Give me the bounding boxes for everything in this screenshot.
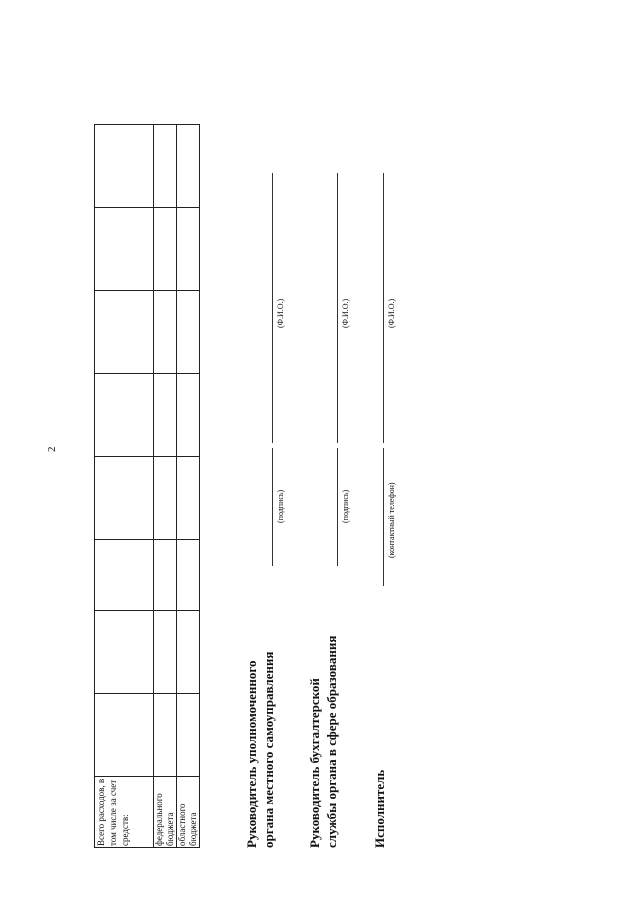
table-cell — [95, 208, 154, 291]
table-cell — [95, 457, 154, 540]
row-label-regional: областного бюджета — [177, 777, 200, 848]
signature-caption-name: (Ф.И.О.) — [276, 298, 285, 328]
table-cell — [154, 540, 177, 611]
table-cell — [95, 374, 154, 457]
name-line — [337, 173, 338, 443]
table-row — [177, 125, 200, 848]
table-cell — [177, 374, 200, 457]
signature-line — [337, 448, 338, 566]
table-cell — [177, 611, 200, 694]
table-cell — [154, 374, 177, 457]
table-cell — [154, 125, 177, 208]
table-cell — [177, 694, 200, 777]
signature-caption-name: (Ф.И.О.) — [341, 298, 350, 328]
table-cell — [154, 208, 177, 291]
name-line — [383, 173, 384, 443]
phone-line — [383, 448, 384, 586]
signature-caption-sign: (подпись) — [341, 489, 350, 523]
table-cell — [154, 457, 177, 540]
signature-title-line1: Руководитель бухгалтерской — [307, 678, 322, 848]
table-cell — [177, 457, 200, 540]
signature-caption-sign: (подпись) — [276, 489, 285, 523]
table-cell — [95, 291, 154, 374]
row-label-federal: федерального бюджета — [154, 777, 177, 848]
page-number: 2 — [46, 446, 58, 452]
expenses-table — [94, 124, 200, 848]
signature-line — [272, 448, 273, 566]
table-cell — [177, 208, 200, 291]
table-cell — [95, 540, 154, 611]
row-label-total: Всего расходов, в том числе за счет средств: — [95, 777, 154, 848]
table-cell — [177, 540, 200, 611]
table-cell — [95, 611, 154, 694]
signature-title-line1: Исполнитель — [372, 769, 387, 848]
rotated-sheet — [94, 58, 394, 848]
table-row — [95, 125, 154, 848]
signature-title-line1: Руководитель уполномоченного — [244, 660, 259, 848]
table-cell — [177, 125, 200, 208]
table-cell — [177, 291, 200, 374]
name-line — [272, 173, 273, 443]
signature-title-line2: органа местного самоуправления — [261, 651, 276, 848]
signature-caption-phone: (контактный телефон) — [387, 482, 396, 558]
table-row — [154, 125, 177, 848]
signature-title-line2: службы органа в сфере образования — [324, 635, 339, 848]
table-cell — [154, 611, 177, 694]
table-cell — [154, 291, 177, 374]
signature-caption-name: (Ф.И.О.) — [387, 298, 396, 328]
table-cell — [95, 694, 154, 777]
table-cell — [154, 694, 177, 777]
table-cell — [95, 125, 154, 208]
